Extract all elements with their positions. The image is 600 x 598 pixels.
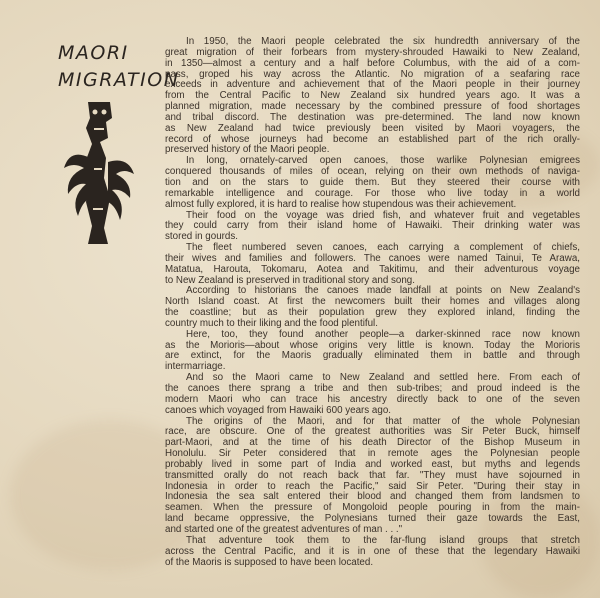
text-line: transmitted orally do not reach back that far. "They must have sojourned in [165, 469, 580, 481]
text-line: According to historians the canoes made landfall at points on New Zealand's [186, 285, 580, 297]
paragraph [165, 156, 580, 210]
text-line: the coastline; but as their population grew they explored inland, finding the [165, 307, 580, 319]
text-line: record of whose journeys had become an established part of the rich orally- [165, 133, 580, 145]
text-line: country much to their liking and the food plentiful. [165, 317, 378, 329]
text-line: Their food on the voyage was dried fish, and whatever fruit and vegetables [186, 209, 580, 221]
text-line: And so the Maori came to New Zealand and settled here. From each of [186, 372, 580, 384]
text-line: Here, too, they found another people—a darker-skinned race now known [186, 328, 580, 340]
text-line: probably lived in some part of India and worked east, but myths and legends [165, 458, 580, 470]
text-line: That adventure took them to the far-flung island groups that stretch [186, 534, 580, 546]
text-line: to New Zealand is preserved in traditional story and song. [165, 274, 415, 286]
text-line: from the Central Pacific to New Zealand six hundred years ago. It was a [165, 90, 580, 102]
text-line: Honolulu. Sir Peter considered that in remote ages the Polynesian people [165, 448, 580, 460]
text-line: race, are obscure. One of the greatest authorities was Sir Peter Buck, himself [165, 426, 580, 438]
text-line: conquered thousands of miles of ocean, relying on their own methods of naviga- [165, 166, 580, 178]
text-line: canoes which voyaged from Hawaiki 600 years ago. [165, 404, 391, 416]
paragraph [165, 211, 580, 244]
title-line-2: MIGRATION [58, 69, 180, 91]
title-line-1: MAORI [58, 42, 129, 64]
text-line: seamen. When the pressure of Mongoloid people pouring in from the main- [165, 502, 580, 514]
text-line: pass, groped his way across the Atlantic. No migration of a seafaring race [165, 68, 580, 80]
text-line: modern Maori who can trace his ancestry directly back to one of the seven [165, 393, 580, 405]
text-line: planned migration, made necessary by the combined pressure of food shortages [165, 101, 580, 113]
page-title [58, 40, 180, 94]
text-line: land became oppressive, the Polynesians turned their gaze towards the East, [165, 513, 580, 525]
text-line: The origins of the Maori, and for that matter of the whole Polynesian [186, 415, 580, 427]
text-line: Matatua, Harouta, Tokomaru, Aotea and Takitimu, and their adventurous voyage [165, 263, 580, 275]
paragraph [165, 243, 580, 286]
text-line: of the Maoris is supposed to have been located. [165, 556, 374, 568]
text-line: exceeds in adventure and achievement that of the Maori people in their journey [165, 79, 580, 91]
maori-carving-with-fern-icon [60, 98, 140, 248]
paragraph [165, 286, 580, 329]
paragraph [165, 417, 580, 536]
text-line: part-Maori, and at the time of his death Director of the Bishop Museum in [165, 437, 580, 449]
paragraph [165, 330, 580, 373]
text-line: remarkable intelligence and courage. For those who live today in a world [165, 187, 580, 199]
text-line: almost fully explored, it is hard to realise how stupendous was their achievement. [165, 198, 517, 210]
text-line: North Island coast. At first the newcomers built their homes and villages along [165, 296, 580, 308]
paragraph [165, 536, 580, 569]
text-line: Indonesia the sea salt entered their blood and changed them from landsmen to [165, 491, 580, 503]
text-line: in 1350—almost a century and a half before Columbus, with the aid of a com- [165, 57, 580, 69]
text-line: great migration of their forbears from mystery-shrouded Hawaiki to New Zealand, [165, 46, 580, 58]
text-line: they could carry from their island home of Hawaiki. Their drinking water was [165, 220, 580, 232]
text-line: intermarriage. [165, 361, 226, 373]
text-line: The fleet numbered seven canoes, each carrying a complement of chiefs, [186, 242, 580, 254]
text-line: are extinct, for the Maoris gradually eliminated them in battle and through [165, 350, 580, 362]
text-line: In 1950, the Maori people celebrated the six hundredth anniversary of the [186, 36, 580, 47]
text-line: across the Central Pacific, and it is in one of these that the legendary Hawaiki [165, 545, 580, 557]
article-body [165, 37, 580, 568]
paragraph [165, 37, 580, 156]
text-line: as New Zealand had twice previously been visited by Maori voyagers, the [165, 122, 580, 134]
text-line: the canoes there sprang a tribe and then sub-tribes; and proud indeed is the [165, 383, 580, 394]
text-line: and started one of the greatest adventures of man . . ." [165, 523, 403, 535]
text-line: Indonesia in order to reach the Pacific," said Sir Peter. "During their stay in [165, 480, 580, 492]
text-line: In long, ornately-carved open canoes, those warlike Polynesian emigrees [186, 155, 580, 167]
text-line: preserved history of the Maori people. [165, 144, 330, 156]
text-line: stored in gourds. [165, 231, 238, 243]
text-line: tion and on the stars to guide them. But they steered their course with [165, 176, 580, 188]
paragraph [165, 373, 580, 416]
text-line: as the Morioris—about whose origins very little is known. Today the Morioris [165, 339, 580, 351]
text-line: their wives and families and followers. The canoes were named Tainui, Te Arawa, [165, 252, 580, 264]
text-line: and tribal discord. The destination was pre-determined. The land now known [165, 111, 580, 123]
